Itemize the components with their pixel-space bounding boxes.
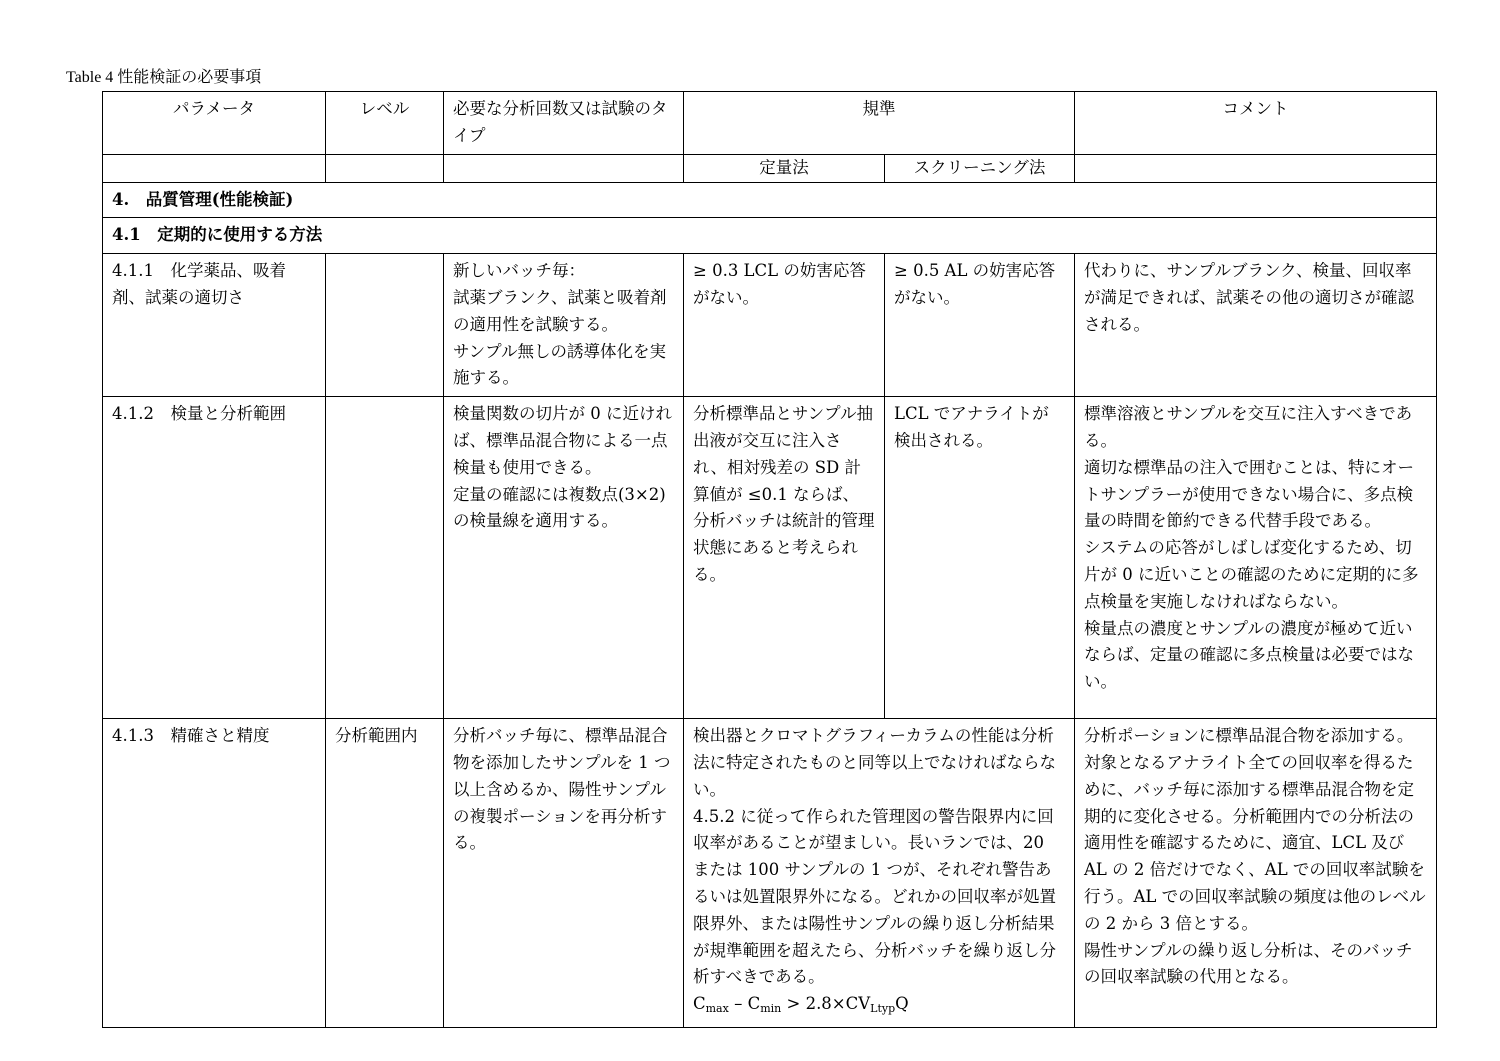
table-row (103, 719, 1437, 1028)
row-type: 分析バッチ毎に、標準品混合物を添加したサンプルを 1 つ以上含めるか、陽性サンプルの複製ポーションを再分析する。 (444, 719, 684, 1028)
row-type: 新しいバッチ毎： 試薬ブランク、試薬と吸着剤の適用性を試験する。 サンプル無しの誘導体化を実施する。 (444, 254, 684, 397)
row-parameter: 4.1.1 化学薬品、吸着剤、試薬の適切さ (103, 254, 326, 397)
performance-verification-table (102, 91, 1437, 1028)
table-row (103, 397, 1437, 719)
table-caption: Table 4 性能検証の必要事項 (66, 69, 262, 86)
header-quant: 定量法 (684, 154, 885, 182)
row-quant-criteria: 分析標準品とサンプル抽出液が交互に注入され、相対残差の SD 計算値が ≤0.1 ならば、分析バッチは統計的管理状態にあると考えられる。 (684, 397, 885, 719)
row-comment: 代わりに、サンプルブランク、検量、回収率が満足できれば、試薬その他の適切さが確認される。 (1075, 254, 1437, 397)
subheader-row (103, 154, 1437, 182)
row-parameter: 4.1.3 精確さと精度 (103, 719, 326, 1028)
header-comment: コメント (1075, 92, 1437, 155)
row-level (326, 254, 444, 397)
formula-sub-max: max (705, 1002, 729, 1016)
formula-rest: > 2.8×CV (781, 994, 871, 1014)
formula-sub-ltyp: Ltyp (870, 1002, 896, 1016)
table-row (103, 254, 1437, 397)
formula-c-max: C (693, 994, 706, 1014)
formula-dash: – (728, 994, 748, 1014)
row-comment: 分析ポーションに標準品混合物を添加する。対象となるアナライト全ての回収率を得るために、バッチ毎に添加する標準品混合物を定期的に変化させる。分析範囲内での分析法の適用性を確認するために、適宜、LCL 及び AL の 2 倍だけでなく、AL での回収率試験を行う。AL での回収率試験の頻度は他のレベルの 2 から 3 倍とする。 陽性サンプルの繰り返し分析は、そのバッチの回収率試験の代用となる。 (1075, 719, 1437, 1028)
header-parameter: パラメータ (103, 92, 326, 155)
row-comment: 標準溶液とサンプルを交互に注入すべきである。 適切な標準品の注入で囲むことは、特にオートサンプラーが使用できない場合に、多点検量の時間を節約できる代替手段である。 システムの応答がしばしば変化するため、切片が 0 に近いことの確認のために定期的に多点検量を実施しなければならない。 検量点の濃度とサンプルの濃度が極めて近いならば、定量の確認に多点検量は必要ではない。 (1075, 397, 1437, 719)
row-level: 分析範囲内 (326, 719, 444, 1028)
formula-c-min: C (747, 994, 761, 1014)
header-criteria: 規準 (684, 92, 1075, 155)
row-criteria-merged (684, 719, 1075, 1028)
row-parameter: 4.1.2 検量と分析範囲 (103, 397, 326, 719)
row-criteria-text: 検出器とクロマトグラフィーカラムの性能は分析法に特定されたものと同等以上でなければならない。 4.5.2 に従って作られた管理図の警告限界内に回収率があることが望ましい。長いランでは、20 または 100 サンプルの 1 つが、それぞれ警告あるいは処置限界外になる。どれかの回収率が処置限界外、または陽性サンプルの繰り返し分析結果が規準範囲を超えたら、分析バッチを繰り返し分析すべきである。 (693, 726, 1056, 987)
row-screening-criteria: ≥ 0.5 AL の妨害応答がない。 (885, 254, 1075, 397)
row-level (326, 397, 444, 719)
row-type: 検量関数の切片が 0 に近ければ、標準品混合物による一点検量も使用できる。 定量の確認には複数点(3×2)の検量線を適用する。 (444, 397, 684, 719)
header-level: レベル (326, 92, 444, 155)
section-title-4: 4. 品質管理(性能検証) (103, 182, 1437, 218)
section-row (103, 182, 1437, 218)
section-title-4-1: 4.1 定期的に使用する方法 (103, 218, 1437, 254)
formula-sub-min: min (760, 1002, 782, 1016)
formula-q: Q (895, 994, 909, 1014)
header-row (103, 92, 1437, 155)
header-type: 必要な分析回数又は試験のタイプ (444, 92, 684, 155)
row-quant-criteria: ≥ 0.3 LCL の妨害応答がない。 (684, 254, 885, 397)
criteria-formula (693, 991, 1065, 1023)
row-screening-criteria: LCL でアナライトが検出される。 (885, 397, 1075, 719)
header-screening: スクリーニング法 (885, 154, 1075, 182)
section-row (103, 218, 1437, 254)
